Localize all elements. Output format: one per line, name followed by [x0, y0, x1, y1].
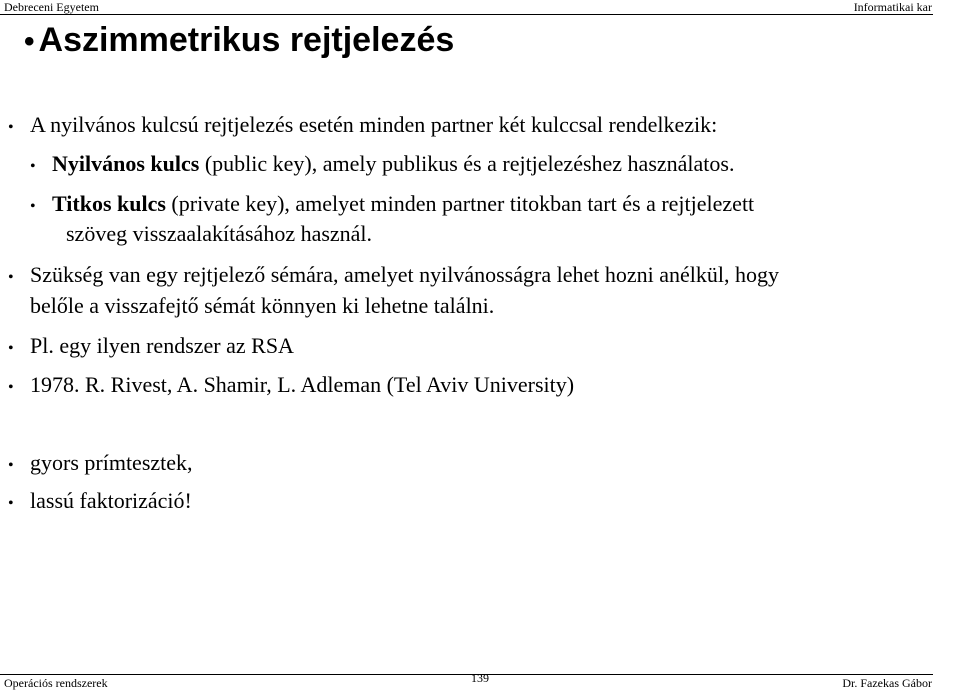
bullet-primality-text: gyors prímtesztek,: [30, 450, 193, 475]
header-university: Debreceni Egyetem: [4, 0, 99, 14]
bullet-history: [8, 372, 574, 401]
bullet-factorization-text: lassú faktorizáció!: [30, 488, 192, 513]
bullet-need-text: Szükség van egy rejtjelező sémára, amelyet nyilvánosságra lehet hozni anélkül, hogy: [30, 262, 779, 287]
bullet-intro: [8, 112, 717, 141]
bullet-need-text-cont: belőle a visszafejtő sémát könnyen ki lehetne találni.: [30, 293, 495, 318]
private-key-text-cont: szöveg visszaalakításához használ.: [66, 221, 373, 246]
bullet-icon: •: [30, 158, 36, 175]
public-key-text: (public key), amely publikus és a rejtjelezéshez használatos.: [199, 151, 735, 176]
slide-title-text: Aszimmetrikus rejtjelezés: [38, 21, 455, 59]
bullet-history-text: 1978. R. Rivest, A. Shamir, L. Adleman (Tel Aviv University): [30, 372, 575, 397]
bullet-icon: •: [8, 269, 14, 286]
bullet-icon: •: [8, 495, 14, 512]
bullet-factorization: [8, 488, 192, 517]
page-number: 139: [471, 671, 489, 685]
bullet-icon: •: [8, 379, 14, 396]
bullet-example: [8, 333, 294, 362]
private-key-term: Titkos kulcs: [52, 191, 166, 216]
bullet-icon: •: [8, 457, 14, 474]
header-divider: [0, 14, 933, 15]
footer-course: Operációs rendszerek: [4, 676, 108, 690]
footer-divider: [0, 674, 933, 675]
bullet-primality: [8, 450, 193, 479]
footer-author: Dr. Fazekas Gábor: [842, 676, 932, 690]
slide-title: [24, 18, 454, 64]
bullet-need-cont: [30, 293, 494, 319]
bullet-need: [8, 262, 779, 291]
bullet-icon: •: [8, 340, 14, 357]
bullet-example-text: Pl. egy ilyen rendszer az RSA: [30, 333, 294, 358]
bullet-intro-text: A nyilvános kulcsú rejtjelezés esetén minden partner két kulccsal rendelkezik:: [30, 112, 718, 137]
bullet-icon: •: [8, 119, 14, 136]
private-key-text: (private key), amelyet minden partner titokban tart és a rejtjelezett: [165, 191, 755, 216]
title-bullet-icon: •: [24, 25, 35, 58]
bullet-private-key-cont: [66, 221, 372, 247]
bullet-public-key: [30, 151, 734, 180]
public-key-term: Nyilvános kulcs: [52, 151, 200, 176]
header-faculty: Informatikai kar: [853, 0, 932, 14]
slide-header: [0, 0, 960, 14]
bullet-icon: •: [30, 198, 36, 215]
bullet-private-key: [30, 191, 754, 220]
